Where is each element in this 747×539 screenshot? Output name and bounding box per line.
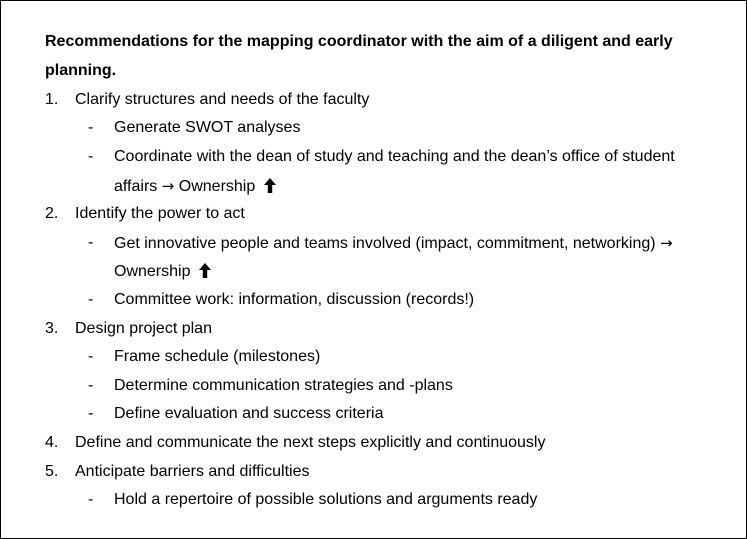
sub-dash: - (88, 234, 94, 251)
sub-item-continuation (114, 262, 211, 282)
ownership-label: Ownership (114, 263, 191, 280)
sub-item-text-pre: affairs (114, 178, 158, 195)
item-number: 3. (45, 320, 59, 337)
sub-dash: - (88, 148, 94, 165)
right-arrow-icon: → (161, 177, 175, 195)
sub-dash: - (88, 491, 94, 508)
sub-dash: - (88, 348, 94, 365)
sub-item-continuation (114, 233, 673, 253)
item-text: Identify the power to act (75, 205, 245, 222)
sub-dash: - (88, 291, 94, 308)
sub-dash: - (88, 405, 94, 422)
sub-item-text: Get innovative people and teams involved (impact, commitment, networking) (114, 235, 656, 252)
sub-dash: - (88, 119, 94, 136)
item-number: 1. (45, 91, 59, 108)
item-text: Design project plan (75, 320, 212, 337)
item-text: Clarify structures and needs of the faculty (75, 91, 370, 108)
right-arrow-icon: → (660, 234, 673, 252)
title-line-1: Recommendations for the mapping coordinator with the aim of a diligent and early (45, 33, 673, 50)
arrow-up-icon (264, 178, 276, 199)
item-number: 2. (45, 205, 59, 222)
sub-item-text: Hold a repertoire of possible solutions and arguments ready (114, 491, 538, 508)
arrow-up-icon (199, 263, 211, 284)
sub-dash: - (88, 377, 94, 394)
sub-item-continuation (114, 176, 276, 196)
sub-item-text: Committee work: information, discussion (records!) (114, 291, 475, 308)
item-number: 5. (45, 463, 59, 480)
sub-item-text: Coordinate with the dean of study and teaching and the dean’s office of student (114, 148, 675, 165)
sub-item-text: Determine communication strategies and -plans (114, 377, 453, 394)
sub-item-text: Frame schedule (milestones) (114, 348, 321, 365)
item-text: Define and communicate the next steps explicitly and continuously (75, 434, 546, 451)
item-number: 4. (45, 434, 59, 451)
title-line-2: planning. (45, 62, 117, 79)
sub-item-text: Define evaluation and success criteria (114, 405, 384, 422)
item-text: Anticipate barriers and difficulties (75, 463, 310, 480)
ownership-label: Ownership (178, 178, 256, 195)
sub-item-text: Generate SWOT analyses (114, 119, 301, 136)
